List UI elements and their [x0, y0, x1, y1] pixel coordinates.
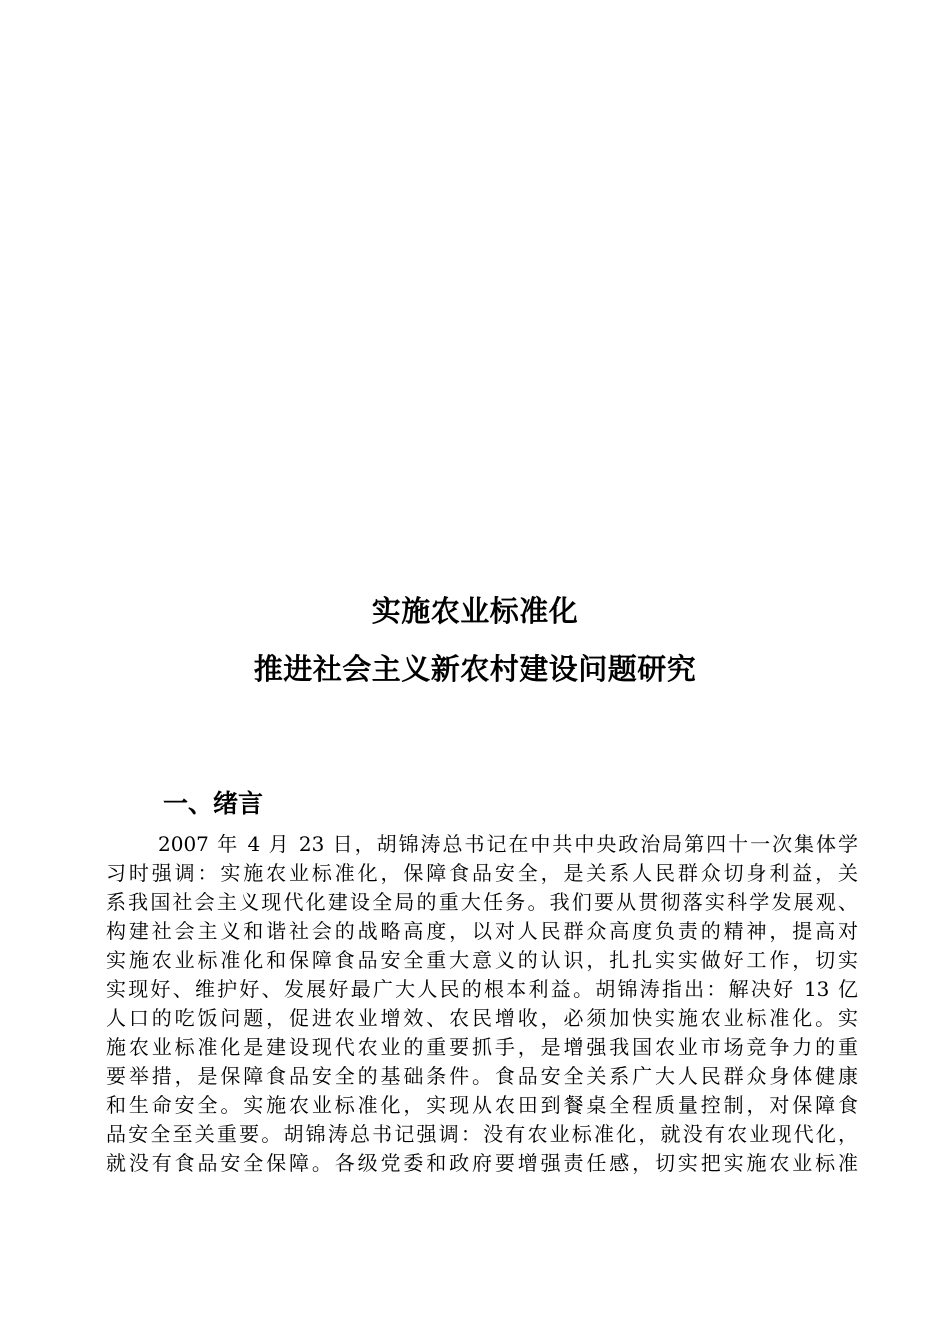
paragraph-line: 和生命安全。实施农业标准化，实现从农田到餐桌全程质量控制，对保障食 [106, 1093, 858, 1117]
paragraph-line: 要举措，是保障食品安全的基础条件。食品安全关系广大人民群众身体健康 [106, 1064, 858, 1088]
paragraph-line: 就没有食品安全保障。各级党委和政府要增强责任感，切实把实施农业标准 [106, 1151, 858, 1175]
body-paragraph [106, 830, 858, 1178]
paragraph-line: 2007 年 4 月 23 日，胡锦涛总书记在中共中央政治局第四十一次集体学 [158, 832, 858, 856]
title-line-1: 实施农业标准化 [371, 594, 579, 628]
section-heading: 一、绪言 [163, 789, 264, 818]
paragraph-line: 习时强调：实施农业标准化，保障食品安全，是关系人民群众切身利益，关 [106, 861, 858, 885]
paragraph-line: 人口的吃饭问题，促进农业增效、农民增收，必须加快实施农业标准化。实 [106, 1006, 858, 1030]
document-title [0, 582, 950, 698]
paragraph-line: 系我国社会主义现代化建设全局的重大任务。我们要从贯彻落实科学发展观、 [106, 890, 858, 914]
paragraph-line: 构建社会主义和谐社会的战略高度，以对人民群众高度负责的精神，提高对 [106, 919, 858, 943]
title-line-2: 推进社会主义新农村建设问题研究 [253, 652, 697, 686]
paragraph-line: 施农业标准化是建设现代农业的重要抓手，是增强我国农业市场竞争力的重 [106, 1035, 858, 1059]
paragraph-line: 品安全至关重要。胡锦涛总书记强调：没有农业标准化，就没有农业现代化， [106, 1122, 858, 1146]
paragraph-line: 实现好、维护好、发展好最广大人民的根本利益。胡锦涛指出：解决好 13 亿 [106, 977, 858, 1001]
paragraph-line: 实施农业标准化和保障食品安全重大意义的认识，扎扎实实做好工作，切实 [106, 948, 858, 972]
